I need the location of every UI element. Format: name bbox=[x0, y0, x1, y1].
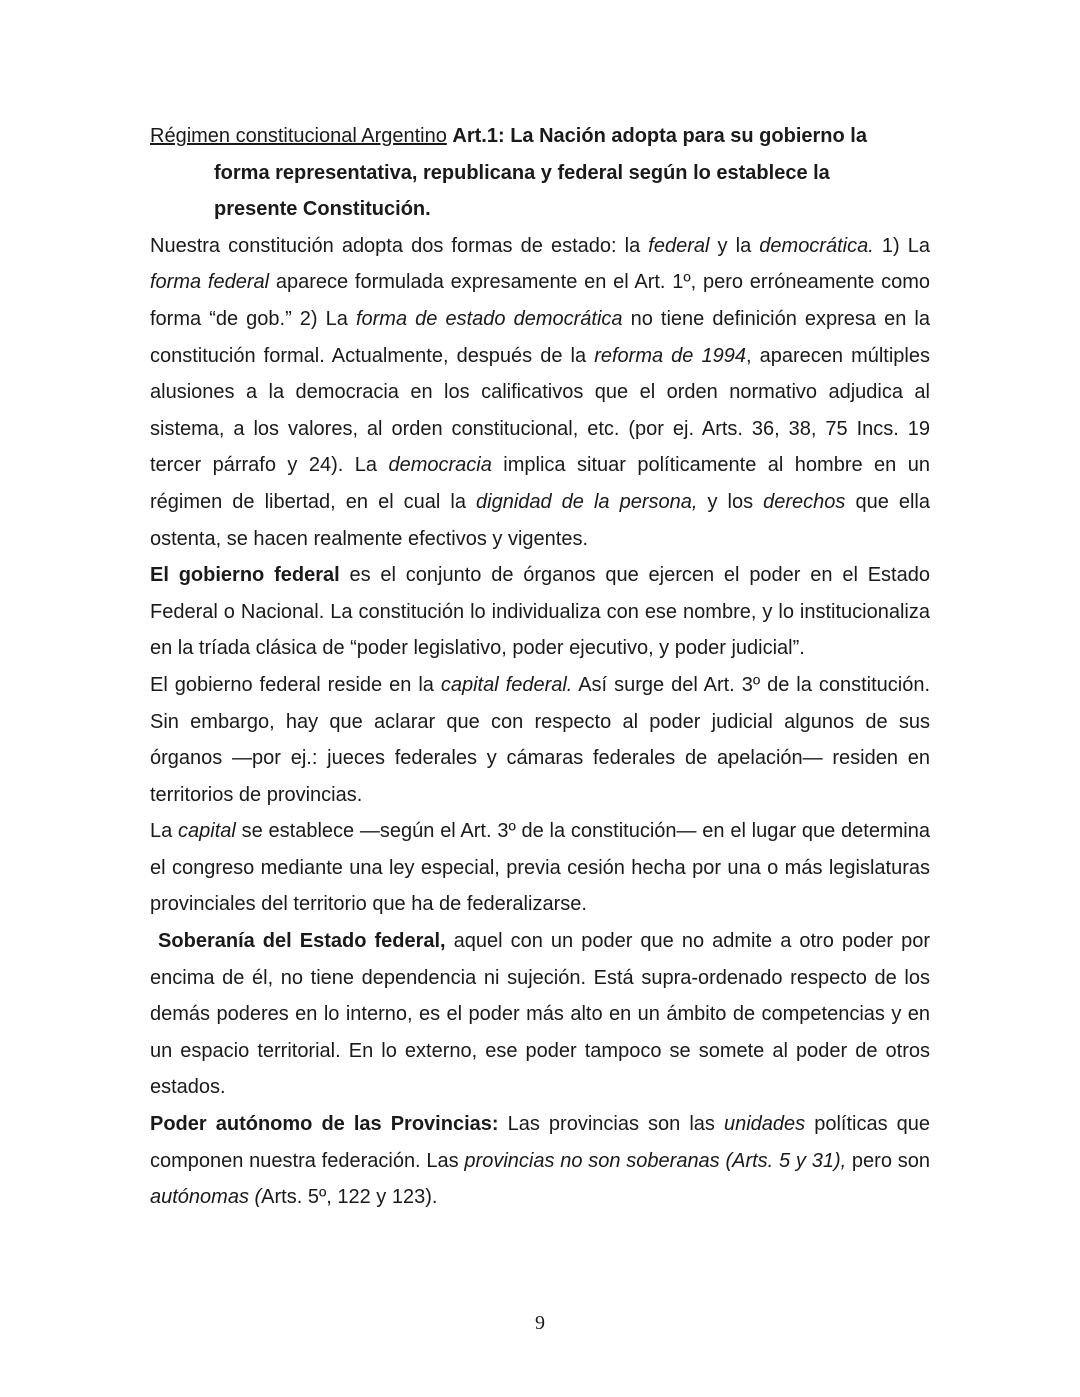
paragraph-federal-capital bbox=[150, 667, 930, 813]
italic-run: forma de estado democrática bbox=[355, 307, 623, 330]
text-run: , aparecen múltiples alusiones a la democracia en los calificativos que el orden normativo adjudica al sistema, a los valores, al orden constitucional, etc. (por ej. Arts. 36, 38, 75 Incs. 19 tercer párrafo y 24). La bbox=[150, 344, 930, 477]
italic-run: autónomas ( bbox=[150, 1186, 262, 1209]
text-run: implica situar políticamente al hombre en un régimen de libertad, en el cual la bbox=[150, 454, 930, 513]
italic-run: democracia bbox=[388, 454, 492, 477]
paragraph-federal-government bbox=[150, 557, 930, 667]
text-run: Nuestra constitución adopta dos formas de estado: la bbox=[150, 234, 649, 257]
italic-run: forma federal bbox=[150, 271, 270, 294]
text-run: es el conjunto de órganos que ejercen el poder en el Estado Federal o Nacional. La constitución lo individualiza con ese nombre, y lo institucionaliza en la tríada clásica de “poder legislativo, poder ejecutivo, y poder judicial”. bbox=[150, 564, 930, 660]
text-run: que ella ostenta, se hacen realmente efectivos y vigentes. bbox=[150, 490, 930, 550]
article-label: Art.1: bbox=[452, 125, 505, 147]
text-run: y los bbox=[697, 490, 764, 513]
text-run: Las provincias son las bbox=[498, 1113, 724, 1136]
text-run: políticas que componen nuestra federación. Las bbox=[150, 1113, 930, 1172]
text-run: aparece formulada expresamente en el Art. 1º, pero erróneamente como forma “de gob.” 2) La bbox=[150, 271, 931, 330]
italic-run: unidades bbox=[723, 1113, 806, 1136]
text-run: Así surge del Art. 3º de la constitución. Sin embargo, hay que aclarar que con respecto al poder judicial algunos de sus órganos —por ej.: jueces federales y cámaras federales de apelación— residen en territorios de provincias. bbox=[150, 673, 931, 806]
page-number: 9 bbox=[535, 1312, 545, 1334]
italic-run: dignidad de la persona, bbox=[476, 490, 698, 513]
paragraph-capital bbox=[150, 813, 930, 923]
paragraph-provinces bbox=[150, 1106, 930, 1216]
italic-run: derechos bbox=[763, 490, 846, 513]
paragraph-forms-of-state bbox=[150, 228, 930, 557]
bold-run: El gobierno federal bbox=[150, 564, 340, 587]
text-run: pero son bbox=[846, 1149, 930, 1172]
section-title: Régimen constitucional Argentino bbox=[150, 125, 447, 147]
italic-run: democrática. bbox=[759, 234, 874, 257]
text-run: El gobierno federal reside en la bbox=[150, 673, 441, 696]
text-run: La bbox=[150, 820, 179, 843]
paragraph-sovereignty bbox=[150, 923, 930, 1106]
italic-run: federal bbox=[648, 234, 710, 257]
body-text bbox=[150, 118, 930, 1216]
text-run: Arts. 5º, 122 y 123). bbox=[261, 1186, 438, 1209]
article-line-1: La Nación adopta para su gobierno la bbox=[510, 125, 867, 147]
italic-run: reforma de 1994 bbox=[594, 344, 746, 367]
text-run: 1) La bbox=[873, 234, 930, 257]
article-line-3: presente Constitución. bbox=[214, 198, 431, 221]
article-continuation bbox=[150, 155, 930, 228]
text-run: y la bbox=[709, 234, 760, 257]
bold-run: Soberanía del Estado federal, bbox=[158, 930, 446, 953]
italic-run: provincias no son soberanas (Arts. 5 y 31), bbox=[464, 1149, 847, 1172]
italic-run: capital bbox=[178, 820, 236, 843]
article-line-2: forma representativa, republicana y federal según lo establece la bbox=[214, 161, 830, 184]
italic-run: capital federal. bbox=[440, 673, 573, 696]
heading-paragraph bbox=[150, 118, 930, 155]
text-run: se establece —según el Art. 3º de la constitución— en el lugar que determina el congreso mediante una ley especial, previa cesión hecha por una o más legislaturas provinciales del territorio que ha de federalizarse. bbox=[150, 820, 930, 916]
bold-run: Poder autónomo de las Provincias: bbox=[150, 1113, 499, 1136]
text-run: no tiene definición expresa en la constitución formal. Actualmente, después de la bbox=[150, 307, 930, 367]
text-run: aquel con un poder que no admite a otro poder por encima de él, no tiene dependencia ni sujeción. Está supra-ordenado respecto de los demás poderes en lo interno, es el poder más alto en un ámbito de competencias y en un espacio territorial. En lo externo, ese poder tampoco se somete al poder de otros estados. bbox=[150, 930, 930, 1099]
